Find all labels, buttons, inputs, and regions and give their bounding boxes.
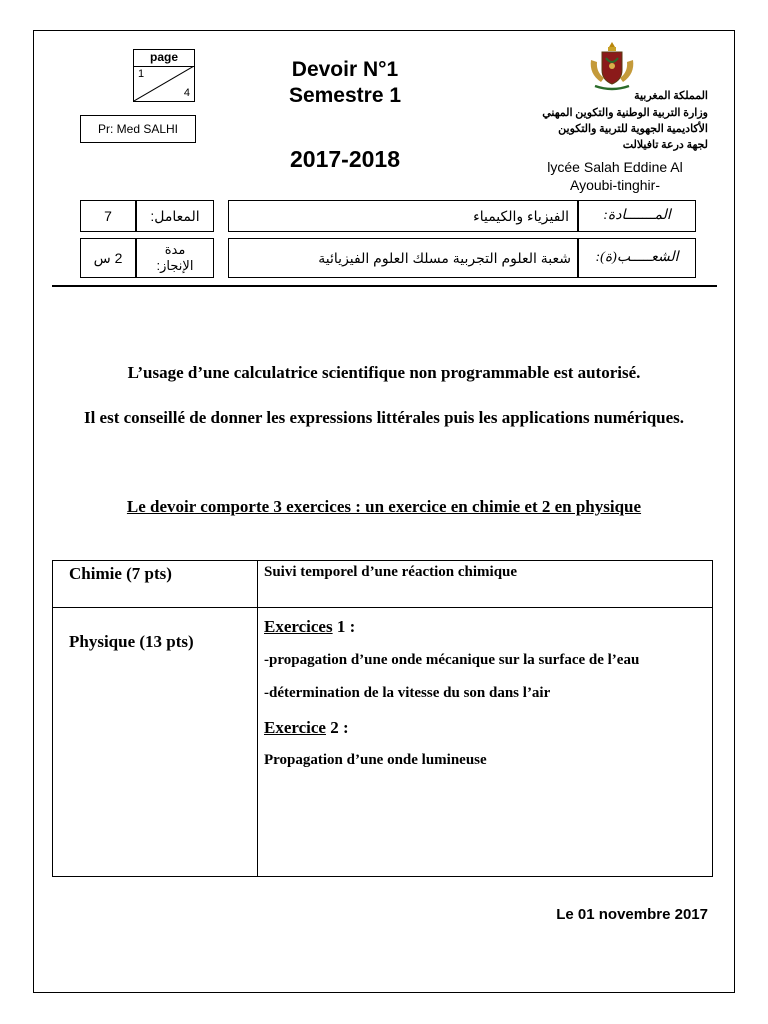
- duration-label: [136, 238, 214, 278]
- page-total: 4: [183, 87, 190, 99]
- branch-label: الشعـــــب(ة):: [578, 238, 696, 278]
- coat-of-arms-logo: [583, 40, 641, 92]
- chemistry-topic: Suivi temporel d’une réaction chimique: [258, 561, 713, 608]
- header-separator: [52, 285, 717, 287]
- ministry-line-2: وزارة التربية الوطنية والتكوين المهني: [542, 107, 708, 119]
- exam-title: Devoir N°1: [291, 58, 399, 81]
- school-name-line1: lycée Salah Eddine Al: [547, 159, 683, 175]
- table-row-physics: [53, 608, 713, 877]
- chemistry-label: Chimie (7 pts): [53, 561, 258, 608]
- page-current: 1: [138, 68, 145, 80]
- exercise-2-number: 2 :: [325, 717, 349, 737]
- calculator-instruction: L’usage d’une calculatrice scientifique non programmable est autorisé.: [127, 363, 641, 382]
- page-number-box: [133, 49, 195, 102]
- coefficient-label: المعامل:: [136, 200, 214, 232]
- duration-label-line2: الإنجاز:: [156, 258, 194, 273]
- table-row-chemistry: [53, 561, 713, 608]
- semester: Semestre 1: [288, 84, 402, 107]
- subject-value: الفيزياء والكيمياء: [228, 200, 578, 232]
- duration-value: 2 س: [80, 238, 136, 278]
- exercise-1-item-1: -propagation d’une onde mécanique sur la surface de l’eau: [264, 651, 640, 668]
- ministry-line-1: المملكة المغربية: [634, 90, 708, 102]
- exercise-1-number: 1 :: [332, 617, 356, 636]
- subject-label: المـــــــادة:: [578, 200, 696, 232]
- page-label: page: [134, 50, 194, 67]
- exercise-2-heading: [264, 711, 702, 745]
- teacher-name: Pr: Med SALHI: [80, 115, 196, 143]
- advice-instruction: Il est conseillé de donner les expressions littérales puis les applications numériques.: [83, 408, 685, 427]
- exercise-1-heading: [264, 610, 702, 644]
- duration-label-line1: مدة: [164, 242, 186, 257]
- physics-label: Physique (13 pts): [53, 608, 258, 877]
- coefficient-value: 7: [80, 200, 136, 232]
- exercise-1-title: Exercices: [264, 617, 333, 636]
- exam-date: Le 01 novembre 2017: [556, 906, 708, 923]
- exercise-table: [52, 560, 713, 877]
- school-year: 2017-2018: [290, 146, 400, 172]
- exercise-1-item-2: -détermination de la vitesse du son dans l’air: [264, 685, 551, 701]
- structure-instruction: Le devoir comporte 3 exercices : un exercice en chimie et 2 en physique: [126, 497, 642, 516]
- exercise-2-item-1: Propagation d’une onde lumineuse: [264, 752, 487, 768]
- physics-topics: [258, 608, 713, 877]
- ministry-line-3: الأكاديمية الجهوية للتربية والتكوين: [558, 123, 708, 135]
- exercise-2-title: Exercice: [264, 717, 326, 737]
- ministry-line-4: لجهة درعة تافيلالت: [622, 139, 708, 151]
- school-name-line2: Ayoubi-tinghir-: [569, 177, 660, 193]
- branch-value: شعبة العلوم التجربية مسلك العلوم الفيزيائية: [228, 238, 578, 278]
